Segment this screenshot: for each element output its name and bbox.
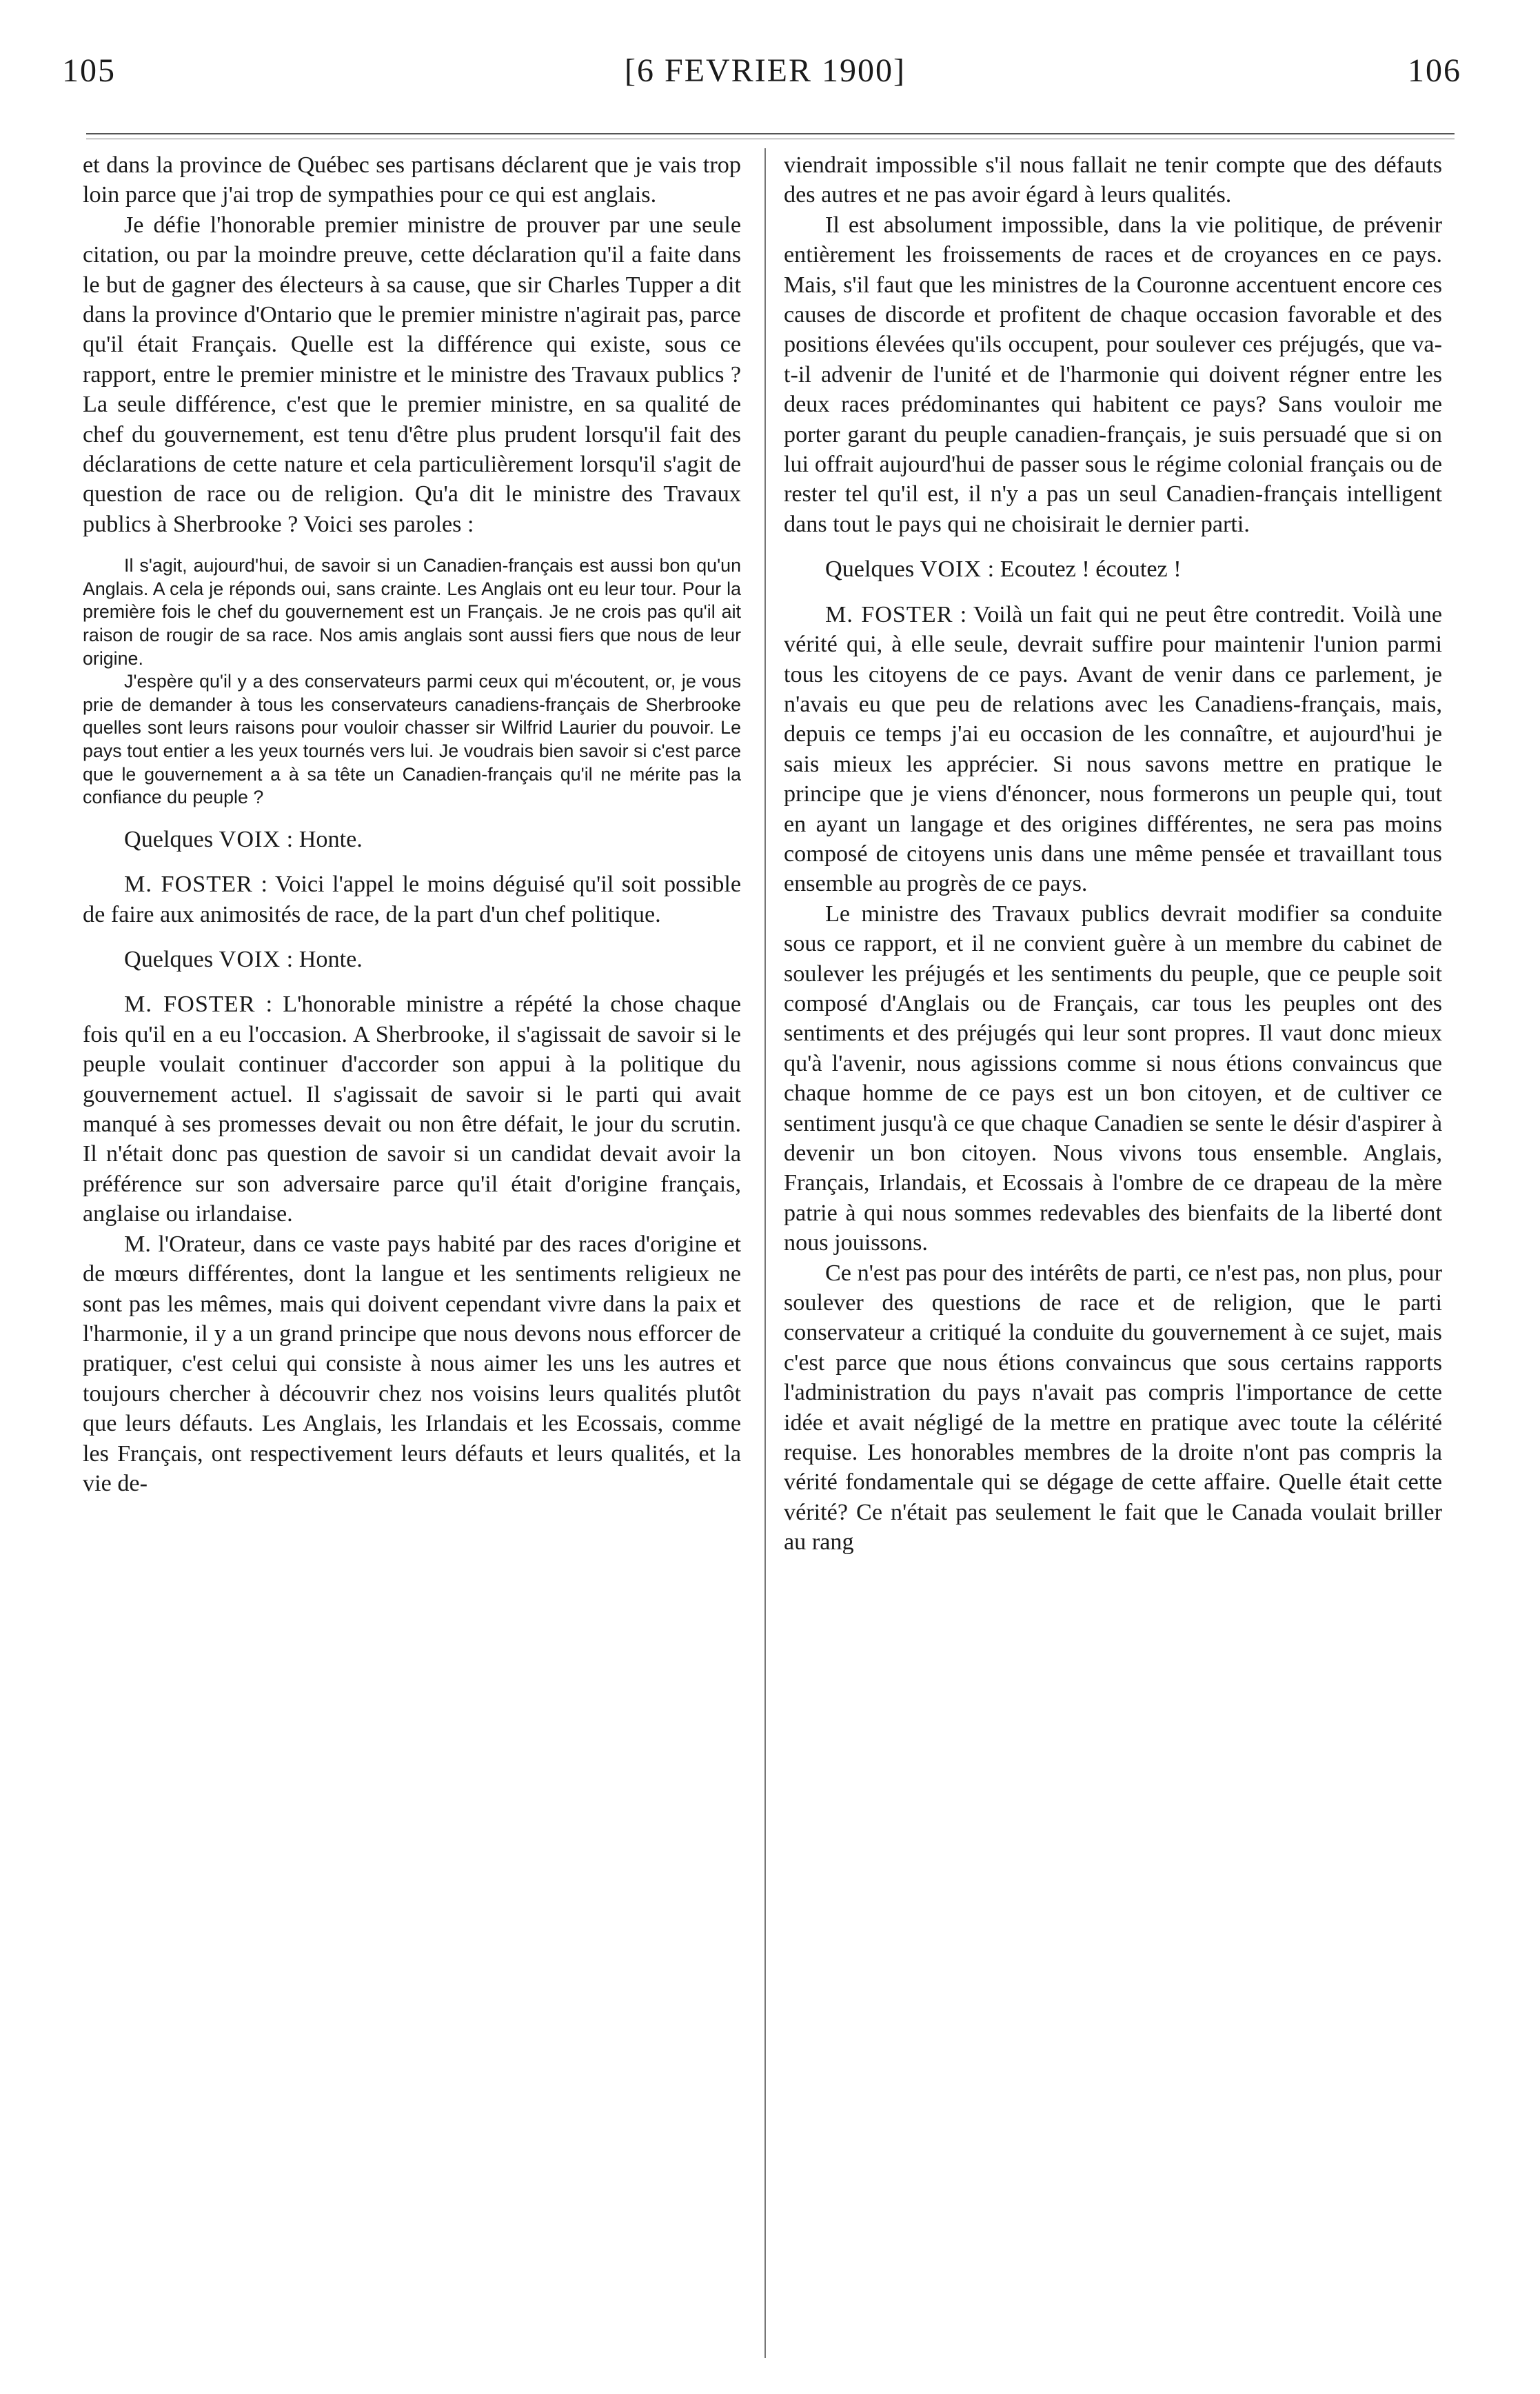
- paragraph: Le ministre des Travaux publics devrait modifier sa conduite sous ce rapport, et il ne convient guère à un membre du cabinet de soulever les préjugés et les sentiments du peuple, que ce peuple soit composé d'Anglais ou de Français, car tous les peuples ont des sentiments et des préjugés qui leur sont propres. Il vaut donc mieux qu'à l'avenir, nous agissions comme si nous étions convaincus que chaque homme de ce pays est un bon citoyen, et de cultiver ce sentiment jusqu'à ce que chaque Canadien se sente le désir d'aspirer à devenir un bon citoyen. Nous vivons tous ensemble. Anglais, Français, Irlandais, et Ecossais à l'ombre de ce drapeau de la mère patrie à qui nous sommes redevables des bienfaits de la liberté dont nous jouissons.: [784, 901, 1442, 1256]
- speech-text: : L'honorable ministre a répété la chose chaque fois qu'il en a eu l'occasion. A Sherbrooke, il s'agissait de savoir si le peuple voulait continuer d'accorder son appui à la politique du gouvernement actuel. Il s'agissait de savoir si le parti qui avait manqué à ses promesses devait ou non être défait, le jour du scrutin. Il n'était donc pas question de savoir si un candidat devait avoir la préférence sur son adversaire parce qu'il était d'origine français, anglaise ou irlandaise.: [83, 992, 741, 1227]
- voix-prefix: Quelques: [124, 947, 214, 973]
- header-date: [6 FEVRIER 1900]: [625, 52, 906, 89]
- speech-paragraph: [83, 869, 741, 929]
- speech-paragraph: [784, 600, 1442, 899]
- interjection: [83, 945, 741, 974]
- paragraph: M. l'Orateur, dans ce vaste pays habité par des races d'origine et de mœurs différentes, dont la langue et les sentiments religieux ne sont pas les mêmes, mais qui doivent cependant vivre dans la paix et l'harmonie, il y a un grand principe que nous devons nous efforcer de pratiquer, c'est celui qui consiste à nous aimer les uns les autres et toujours chercher à découvrir chez nos voisins leurs qualités plutôt que leurs défauts. Les Anglais, les Irlandais et les Ecossais, comme les Français, ont respectivement leurs défauts et leurs qualités, et la vie de-: [83, 1231, 741, 1496]
- speech-text: : Voilà un fait qui ne peut être contredit. Voilà une vérité qui, à elle seule, devrait suffire pour maintenir l'union parmi tous les citoyens de ce pays. Avant de venir dans ce parlement, je n'avais eu que peu de relations avec les Canadiens-français, mais, depuis ce temps j'ai eu occasion de les connaître, et aujourd'hui je sais mieux les apprécier. Si nous savons mettre en pratique le principe que je viens d'énoncer, nous formerons un peuple qui, tout en ayant un langage et des origines différentes, ne sera pas moins composé de citoyens unis dans une même pensée et travaillant tous ensemble au progrès de ce pays.: [784, 601, 1442, 897]
- voix-prefix: Quelques: [124, 826, 214, 852]
- column-divider: [764, 148, 766, 2358]
- paragraph: Je défie l'honorable premier ministre de prouver par une seule citation, ou par la moindre preuve, cette déclaration qu'il a faite dans le but de gagner des électeurs à sa cause, que sir Charles Tupper a dit dans la province d'Ontario que le premier ministre n'agirait pas, parce qu'il était Français. Quelle est la différence qui existe, sous ce rapport, entre le premier ministre et le ministre des Travaux publics ? La seule différence, c'est que le premier ministre, en sa qualité de chef du gouvernement, est tenu d'être plus prudent lorsqu'il fait des déclarations de cette nature et cela particulièrement lorsqu'il s'agit de question de race ou de religion. Qu'a dit le ministre des Travaux publics à Sherbrooke ? Voici ses paroles :: [83, 212, 741, 537]
- quotation: Il s'agit, aujourd'hui, de savoir si un Canadien-français est aussi bon qu'un Anglais. A cela je réponds oui, sans crainte. Les Anglais ont eu leur tour. Pour la première fois le chef du gouvernement est un Français. Je ne crois pas qu'il ait raison de rougir de sa race. Nos amis anglais sont aussi fiers que nous de leur origine.: [83, 555, 741, 669]
- speaker-name: M. FOSTER: [124, 872, 253, 898]
- voix-label: VOIX: [219, 947, 281, 973]
- interjection: [83, 825, 741, 854]
- page-header: [55, 0, 1475, 131]
- paragraph: viendrait impossible s'il nous fallait ne tenir compte que des défauts des autres et ne pas avoir égard à leurs qualités.: [784, 152, 1442, 208]
- right-page-number: 106: [1408, 52, 1461, 89]
- speech-paragraph: [83, 989, 741, 1229]
- left-column: [83, 150, 741, 1498]
- voix-text: : Honte.: [281, 947, 363, 973]
- left-page-number: 105: [62, 52, 116, 89]
- paragraph: Ce n'est pas pour des intérêts de parti, ce n'est pas, non plus, pour soulever des questions de race et de religion, que le parti conservateur a critiqué la conduite du gouvernement à ce sujet, mais c'est parce que nous étions convaincus que sous certains rapports l'administration du pays n'avait pas compris l'importance de cette idée et avait négligé de la mettre en pratique avec toute la célérité requise. Les honorables membres de la droite n'ont pas compris la vérité fondamentale qui se dégage de cette affaire. Quelle était cette vérité? Ce n'était pas seulement le fait que le Canada voulait briller au rang: [784, 1260, 1442, 1556]
- voix-label: VOIX: [219, 826, 281, 852]
- interjection: [784, 554, 1442, 584]
- voix-text: : Ecoutez ! écoutez !: [982, 556, 1182, 583]
- quotation: J'espère qu'il y a des conservateurs parmi ceux qui m'écoutent, or, je vous prie de demander à tous les conservateurs canadiens-français de Sherbrooke quelles sont leurs raisons pour vouloir chasser sir Wilfrid Laurier du pouvoir. Le pays tout entier a les yeux tournés vers lui. Je voudrais bien savoir si c'est parce que le gouvernement a à sa tête un Canadien-français qu'il ne mérite pas la confiance du peuple ?: [83, 671, 741, 808]
- header-rule: [86, 133, 1455, 134]
- voix-prefix: Quelques: [825, 556, 915, 583]
- speech-text: : Voici l'appel le moins déguisé qu'il soit possible de faire aux animosités de race, de la part d'un chef politique.: [83, 872, 742, 927]
- voix-label: VOIX: [920, 556, 982, 583]
- paragraph: et dans la province de Québec ses partisans déclarent que je vais trop loin parce que j'ai trop de sympathies pour ce qui est anglais.: [83, 152, 741, 208]
- paragraph: Il est absolument impossible, dans la vie politique, de prévenir entièrement les froissements de races et de croyances en ce pays. Mais, s'il faut que les ministres de la Couronne accentuent encore ces causes de discorde et profitent de chaque occasion favorable et des positions élevées qu'ils occupent, pour soulever ces préjugés, que va-t-il advenir de l'unité et de l'harmonie qui doivent régner entre les deux races prédominantes qui habitent ce pays? Sans vouloir me porter garant du peuple canadien-français, je suis persuadé que si on lui offrait aujourd'hui de passer sous le régime colonial français ou de rester tel qu'il est, il n'y a pas un seul Canadien-français intelligent dans tout le pays qui ne choisirait le dernier parti.: [784, 212, 1442, 537]
- right-column: [784, 150, 1442, 1558]
- speaker-name: M. FOSTER: [825, 601, 953, 627]
- speaker-name: M. FOSTER: [124, 992, 256, 1018]
- voix-text: : Honte.: [281, 826, 363, 852]
